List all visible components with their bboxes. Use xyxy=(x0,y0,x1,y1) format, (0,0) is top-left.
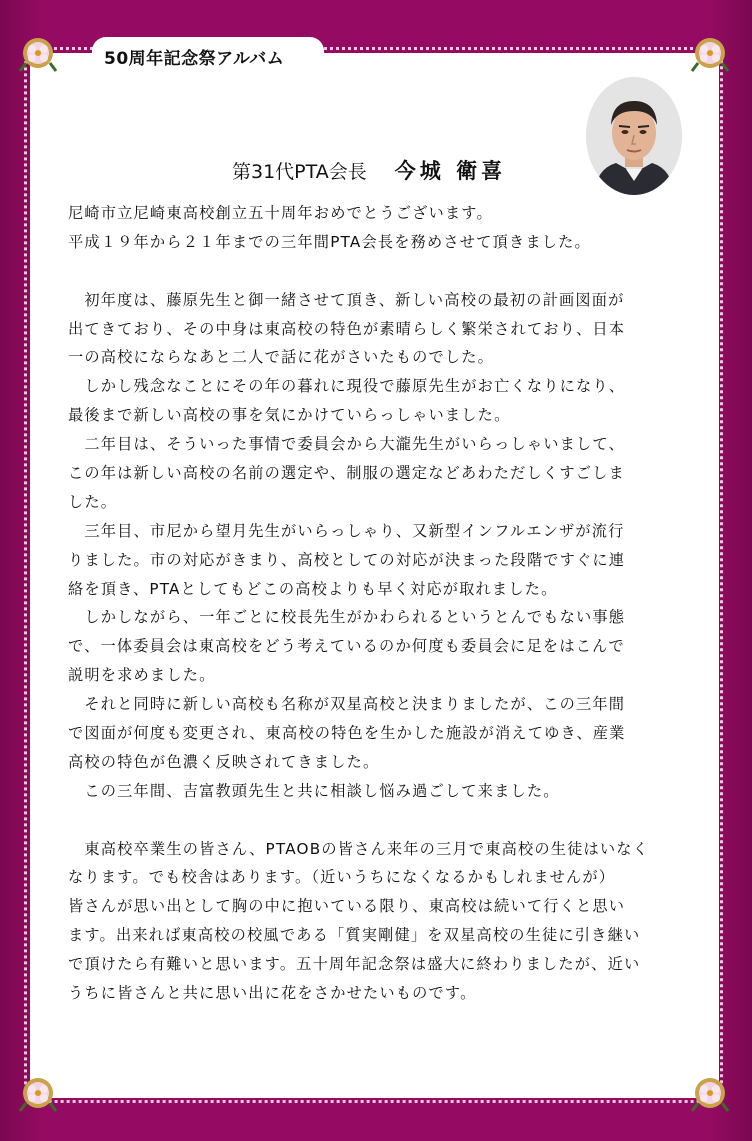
paragraph-line: 絡を頂き、PTAとしてもどこの高校よりも早く対応が取れました。 xyxy=(68,579,558,598)
portrait-photo xyxy=(586,77,682,195)
paragraph-line: 高校の特色が色濃く反映されてきました。 xyxy=(68,752,380,771)
paragraph-line: 説明を求めました。 xyxy=(68,666,216,685)
flower-ornament-icon xyxy=(690,1073,730,1113)
paragraph-line: しかし残念なことにその年の暮れに現役で藤原先生がお亡くなりになり、 xyxy=(68,377,626,396)
paragraph-line: 尼崎市立尼崎東高校創立五十周年おめでとうございます。 xyxy=(68,204,493,222)
paragraph-line: ます。出来れば東高校の校風である「質実剛健」を双星高校の生徒に引き継い xyxy=(68,926,641,945)
article-body xyxy=(68,199,700,1008)
paragraph-line: この年は新しい高校の名前の選定や、制服の選定などあわただしくすごしま xyxy=(68,464,625,483)
paragraph-line: この三年間、吉富教頭先生と共に相談し悩み過ごして来ました。 xyxy=(68,781,560,800)
paragraph-line: 皆さんが思い出として胸の中に抱いている限り、東高校は続いて行くと思い xyxy=(68,897,626,916)
flower-ornament-icon xyxy=(690,33,730,73)
paragraph-line: うちに皆さんと共に思い出に花をさかせたいものです。 xyxy=(68,984,477,1003)
paragraph-line: で頂けたら有難いと思います。五十周年記念祭は盛大に終わりましたが、近い xyxy=(68,955,641,974)
flower-ornament-icon xyxy=(18,1073,58,1113)
paragraph-line: しかしながら、一年ごとに校長先生がかわられるというとんでもない事態 xyxy=(68,608,626,627)
paragraph-line: 二年目は、そういった事情で委員会から大瀧先生がいらっしゃいまして、 xyxy=(68,435,625,454)
paragraph-line: した。 xyxy=(68,492,118,511)
paragraph-line: 出てきており、その中身は東高校の特色が素晴らしく繁栄されており、日本 xyxy=(68,319,626,338)
blank-line xyxy=(68,257,700,286)
paragraph-line: 東高校卒業生の皆さん、PTAOBの皆さん来年の三月で東高校の生徒はいなく xyxy=(68,839,650,858)
paragraph-line: 平成１９年から２１年までの三年間PTA会長を務めさせて頂きました。 xyxy=(68,232,591,251)
blank-line xyxy=(68,806,700,835)
paragraph-line: 最後まで新しい高校の事を気にかけていらっしゃいました。 xyxy=(68,406,511,425)
paragraph-line: りました。市の対応がきまり、高校としての対応が決まった段階ですぐに連 xyxy=(68,550,626,569)
paragraph-line: 初年度は、藤原先生と御一緒させて頂き、新しい高校の最初の計画図面が xyxy=(68,290,625,309)
paragraph-line: 一の高校にならなあと二人で話に花がさいたものでした。 xyxy=(68,348,495,367)
album-title: 50周年記念祭アルバム xyxy=(104,49,285,69)
paragraph-line: なります。でも校舎はあります。（近いうちになくなるかもしれませんが） xyxy=(68,868,616,887)
flower-ornament-icon xyxy=(18,33,58,73)
role-label: 第31代PTA会長 xyxy=(232,161,367,183)
author-name: 今城 衛喜 xyxy=(394,159,507,183)
paragraph-line: それと同時に新しい高校も名称が双星高校と決まりましたが、この三年間 xyxy=(68,695,626,714)
paragraph-line: 三年目、市尼から望月先生がいらっしゃり、又新型インフルエンザが流行 xyxy=(68,521,625,540)
paragraph-line: で図面が何度も変更され、東高校の特色を生かした施設が消えてゆき、産業 xyxy=(68,724,626,743)
paragraph-line: で、一体委員会は東高校をどう考えているのか何度も委員会に足をはこんで xyxy=(68,637,625,656)
page-title xyxy=(232,155,506,185)
